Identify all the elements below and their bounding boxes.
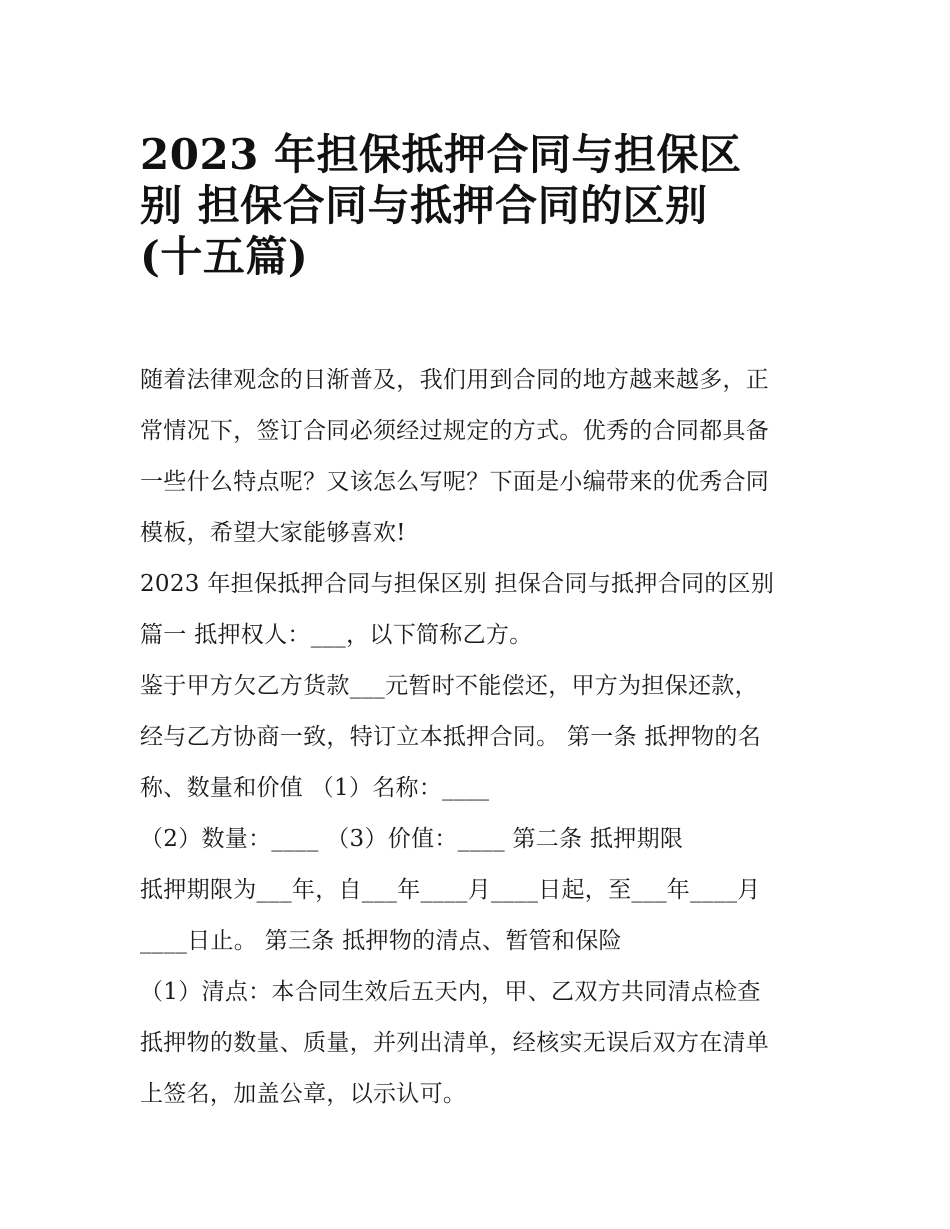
body-line: 鉴于甲方欠乙方货款___元暂时不能偿还，甲方为担保还款，: [140, 673, 758, 699]
body-line: （1）清点：本合同生效后五天内，甲、乙双方共同清点检查: [140, 979, 761, 1005]
body-line: ____日止。 第三条 抵押物的清点、暂管和保险: [140, 928, 622, 954]
body-line: 随着法律观念的日渐普及，我们用到合同的地方越来越多，正: [140, 367, 770, 393]
body-line: 称、数量和价值 （1）名称：____: [140, 775, 490, 801]
title-line: (十五篇): [140, 232, 309, 281]
body-line: 经与乙方协商一致，特订立本抵押合同。 第一条 抵押物的名: [140, 724, 762, 750]
document-body: [140, 355, 812, 1120]
body-line: 常情况下，签订合同必须经过规定的方式。优秀的合同都具备: [140, 418, 770, 444]
body-line: 一些什么特点呢？又该怎么写呢？下面是小编带来的优秀合同: [140, 469, 770, 495]
body-line: 抵押期限为___年，自___年____月____日起，至___年____月: [140, 877, 761, 903]
body-line: 抵押物的数量、质量，并列出清单，经核实无误后双方在清单: [140, 1030, 770, 1056]
document-title: [140, 114, 812, 281]
body-line: 模板，希望大家能够喜欢!: [140, 520, 406, 546]
body-line: 上签名，加盖公章，以示认可。: [140, 1081, 467, 1107]
body-line: 篇一 抵押权人：___，以下简称乙方。: [140, 622, 533, 648]
body-line: （2）数量：____ （3）价值：____ 第二条 抵押期限: [140, 826, 684, 852]
body-line: 2023 年担保抵押合同与担保区别 担保合同与抵押合同的区别: [140, 571, 775, 597]
title-line: 别 担保合同与抵押合同的区别: [140, 181, 708, 230]
title-line: 2023 年担保抵押合同与担保区: [140, 130, 742, 179]
